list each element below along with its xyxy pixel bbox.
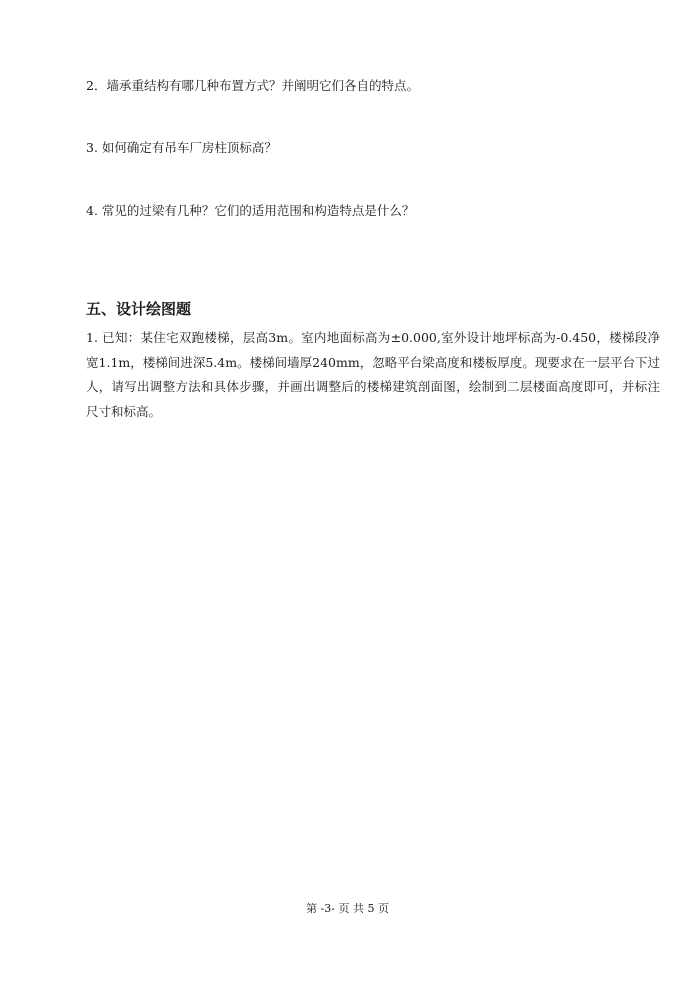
question-3: 3. 如何确定有吊车厂房柱顶标高？ [86,140,277,155]
question-4: 4. 常见的过梁有几种？它们的适用范围和构造特点是什么？ [86,203,415,218]
page-footer: 第 -3- 页 共 5 页 [306,902,389,915]
design-question-1: 1. 已知：某住宅双跑楼梯，层高3m。室内地面标高为±0.000,室外设计地坪标高为-0.450，楼梯段净宽1.1m，楼梯间进深5.4m。楼梯间墙厚240mm，忽略平台梁高度和楼板厚度。现要求在一层平台下过人，请写出调整方法和具体步骤，并画出调整后的楼梯建筑剖面图，绘制到二层楼面高度即可，并标注尺寸和标高。 [86,330,660,419]
section-title: 五、设计绘图题 [86,300,192,318]
question-2: 2．墙承重结构有哪几种布置方式？并阐明它们各自的特点。 [86,78,419,93]
